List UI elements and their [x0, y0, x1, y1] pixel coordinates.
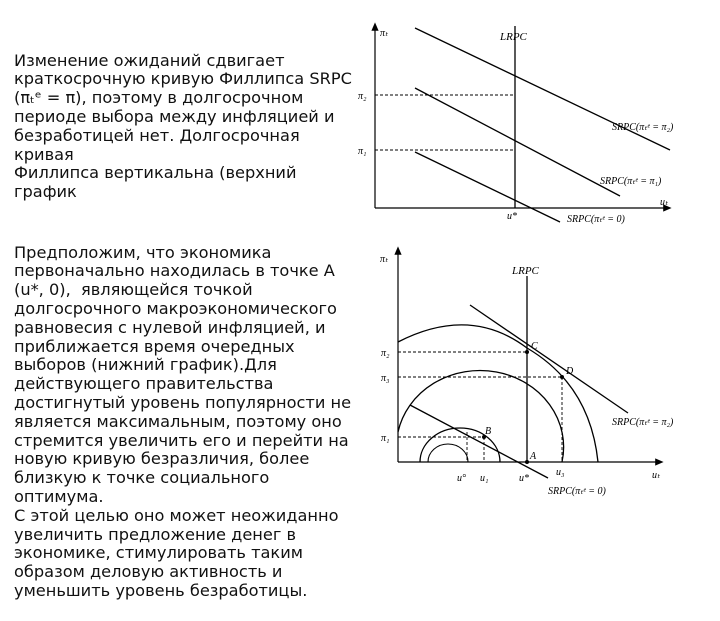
bottom-x-tick-ustar: u* — [519, 473, 529, 484]
top-srpc-pi1-line — [415, 88, 620, 196]
point-a-marker — [525, 460, 529, 464]
bottom-y-tick-pi3: π₃ — [381, 373, 390, 384]
bottom-srpc-pi2-label: SRPC(πₜᵉ = π₂) — [612, 417, 674, 428]
top-lrpc-label: LRPC — [500, 31, 527, 43]
top-srpc-0-label: SRPC(πₜᵉ = 0) — [567, 214, 625, 225]
top-y-tick-pi1: π₁ — [358, 146, 367, 157]
paragraph-2: Предположим, что экономика первоначально находилась в точке A (u*, 0), являющейся точкой долгосрочного макроэкономического равновесия с нулевой инфляцией, и приближается время очередных выборов (нижний график).Для действующего правительства достигнутый уровень популярности не является максимальным, поэтому оно стремится увеличить его и перейти на новую кривую безразличия, более близкую к точке социального оптимума. С этой целью оно может неожиданно увеличить предложение денег в экономике, стимулировать таким образом деловую активность и уменьшить уровень безработицы. — [14, 242, 352, 600]
top-srpc-pi1-label: SRPC(πₜᵉ = π₁) — [600, 176, 662, 187]
top-x-axis-label: uₜ — [660, 197, 668, 208]
top-x-tick-ustar: u* — [507, 211, 517, 222]
top-y-axis-label: πₜ — [380, 28, 388, 39]
top-srpc-0-line — [415, 152, 560, 222]
bottom-x-tick-u1: u₁ — [480, 473, 489, 484]
bottom-srpc-0-label: SRPC(πₜᵉ = 0) — [548, 486, 606, 497]
point-a-label: A — [530, 451, 537, 462]
point-d-label: D — [566, 366, 574, 377]
point-c-label: C — [531, 341, 538, 352]
bottom-x-tick-u0: u° — [457, 473, 466, 484]
bottom-y-tick-pi2: π₂ — [381, 348, 390, 359]
bottom-x-tick-u3: u₃ — [556, 467, 565, 478]
point-d-marker — [560, 375, 564, 379]
paragraph-1: Изменение ожиданий сдвигает краткосрочную кривую Филлипса SRPC (πₜᵉ = π), поэтому в долгосрочном периоде выбора между инфляцией и безработицей нет. Долгосрочная кривая Филлипса вертикальна (верхний график — [14, 50, 352, 202]
bottom-x-axis-label: uₜ — [652, 470, 660, 481]
bottom-lrpc-label: LRPC — [512, 265, 539, 277]
bottom-indifference-curve-tiny — [428, 444, 468, 462]
top-y-tick-pi2: π₂ — [358, 91, 367, 102]
point-b-label: B — [485, 426, 492, 437]
bottom-y-tick-pi1: π₁ — [381, 433, 390, 444]
bottom-graph — [398, 250, 660, 478]
top-srpc-pi2-label: SRPC(πₜᵉ = π₂) — [612, 122, 674, 133]
point-c-marker — [525, 350, 529, 354]
bottom-y-axis-label: πₜ — [380, 254, 388, 265]
bottom-srpc-pi2-line — [470, 305, 628, 413]
